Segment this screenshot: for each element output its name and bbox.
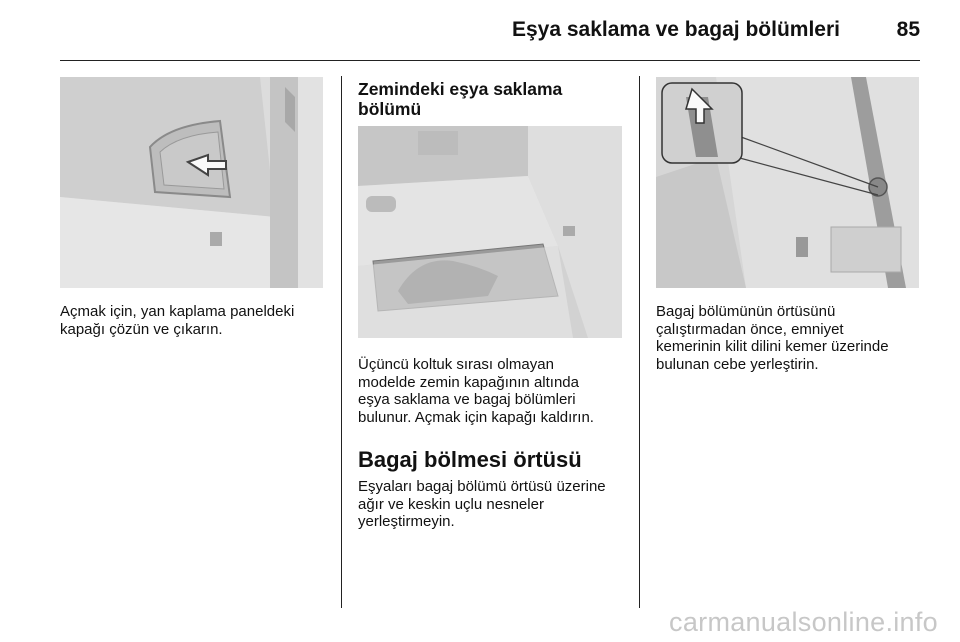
floor-storage-paragraph: Üçüncü koltuk sırası olmayan modelde zemin kapağının altında eşya saklama ve bagaj bölümleri bulunur. Açmak için kapağı kaldırın. — [358, 356, 594, 426]
section-heading-floor-storage: Zemindeki eşya saklama bölümü — [358, 79, 563, 119]
header-rule — [60, 60, 920, 61]
seat-belt-illustration — [656, 77, 919, 288]
side-trim-cover-illustration — [60, 77, 323, 288]
watermark: carmanualsonline.info — [669, 607, 938, 637]
section-heading-load-cover: Bagaj bölmesi örtüsü — [358, 447, 582, 472]
load-cover-paragraph: Eşyaları bagaj bölümü örtüsü üzerine ağır ve keskin uçlu nesneler yerleştirmeyin. — [358, 478, 606, 530]
column-divider-right — [639, 76, 640, 608]
caption-side-trim: Açmak için, yan kaplama paneldeki kapağı çözün ve çıkarın. — [60, 303, 295, 338]
floor-storage-illustration — [358, 126, 622, 338]
column-divider-left — [341, 76, 342, 608]
caption-seat-belt: Bagaj bölümünün örtüsünü çalıştırmadan önce, emniyet kemerinin kilit dilini kemer üzerinde bulunan cebe yerleştirin. — [656, 303, 889, 373]
page-header-title: Eşya saklama ve bagaj bölümleri — [511, 18, 840, 41]
page-number: 85 — [896, 18, 920, 41]
